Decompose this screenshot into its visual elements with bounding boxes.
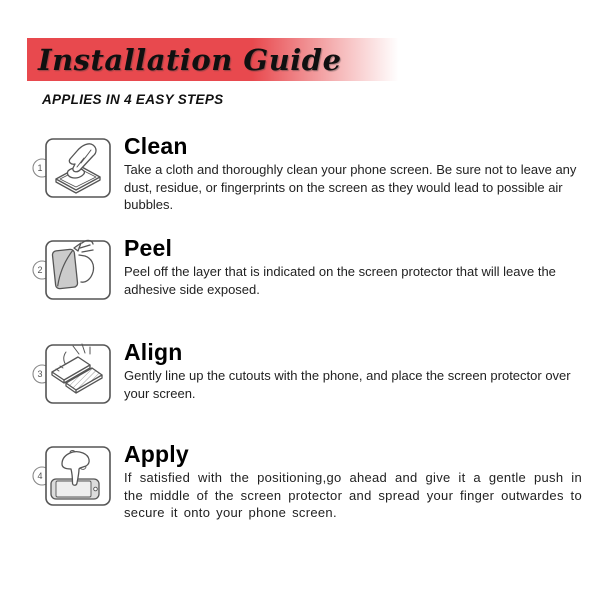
step-body-align: Gently line up the cutouts with the phone, and place the screen protector over your screen. xyxy=(124,368,571,401)
step-body-apply: If satisfied with the positioning,go ahead and give it a gentle push in the middle of the screen protector and spread your finger outwardes to secure it onto your phone screen. xyxy=(124,470,582,520)
hand-wiping-phone-with-cloth-icon xyxy=(30,134,116,200)
page-title: Installation Guide xyxy=(38,42,342,77)
subtitle: APPLIES IN 4 EASY STEPS xyxy=(42,92,224,107)
step-number-badge: 1 xyxy=(37,163,43,173)
step-number-badge: 3 xyxy=(37,369,43,379)
step-row-peel xyxy=(30,236,582,302)
hand-peeling-film-off-protector-icon xyxy=(30,236,116,302)
finger-pressing-phone-screen-icon xyxy=(30,442,116,508)
step-title-clean: Clean xyxy=(124,133,188,159)
step-title-peel: Peel xyxy=(124,235,173,261)
step-row-apply xyxy=(30,442,582,522)
step-number-badge: 2 xyxy=(37,265,43,275)
step-row-clean xyxy=(30,134,582,214)
step-body-peel: Peel off the layer that is indicated on the screen protector that will leave the adhesive side exposed. xyxy=(124,264,556,297)
step-number-badge: 4 xyxy=(37,471,43,481)
aligning-protector-over-phone-icon xyxy=(30,340,116,406)
header-banner xyxy=(27,38,590,81)
step-title-align: Align xyxy=(124,339,183,365)
step-title-apply: Apply xyxy=(124,441,189,467)
step-row-align xyxy=(30,340,582,406)
step-body-clean: Take a cloth and thoroughly clean your phone screen. Be sure not to leave any dust, residue, or fingerprints on the screen as they would lead to possible air bubbles. xyxy=(124,162,577,212)
